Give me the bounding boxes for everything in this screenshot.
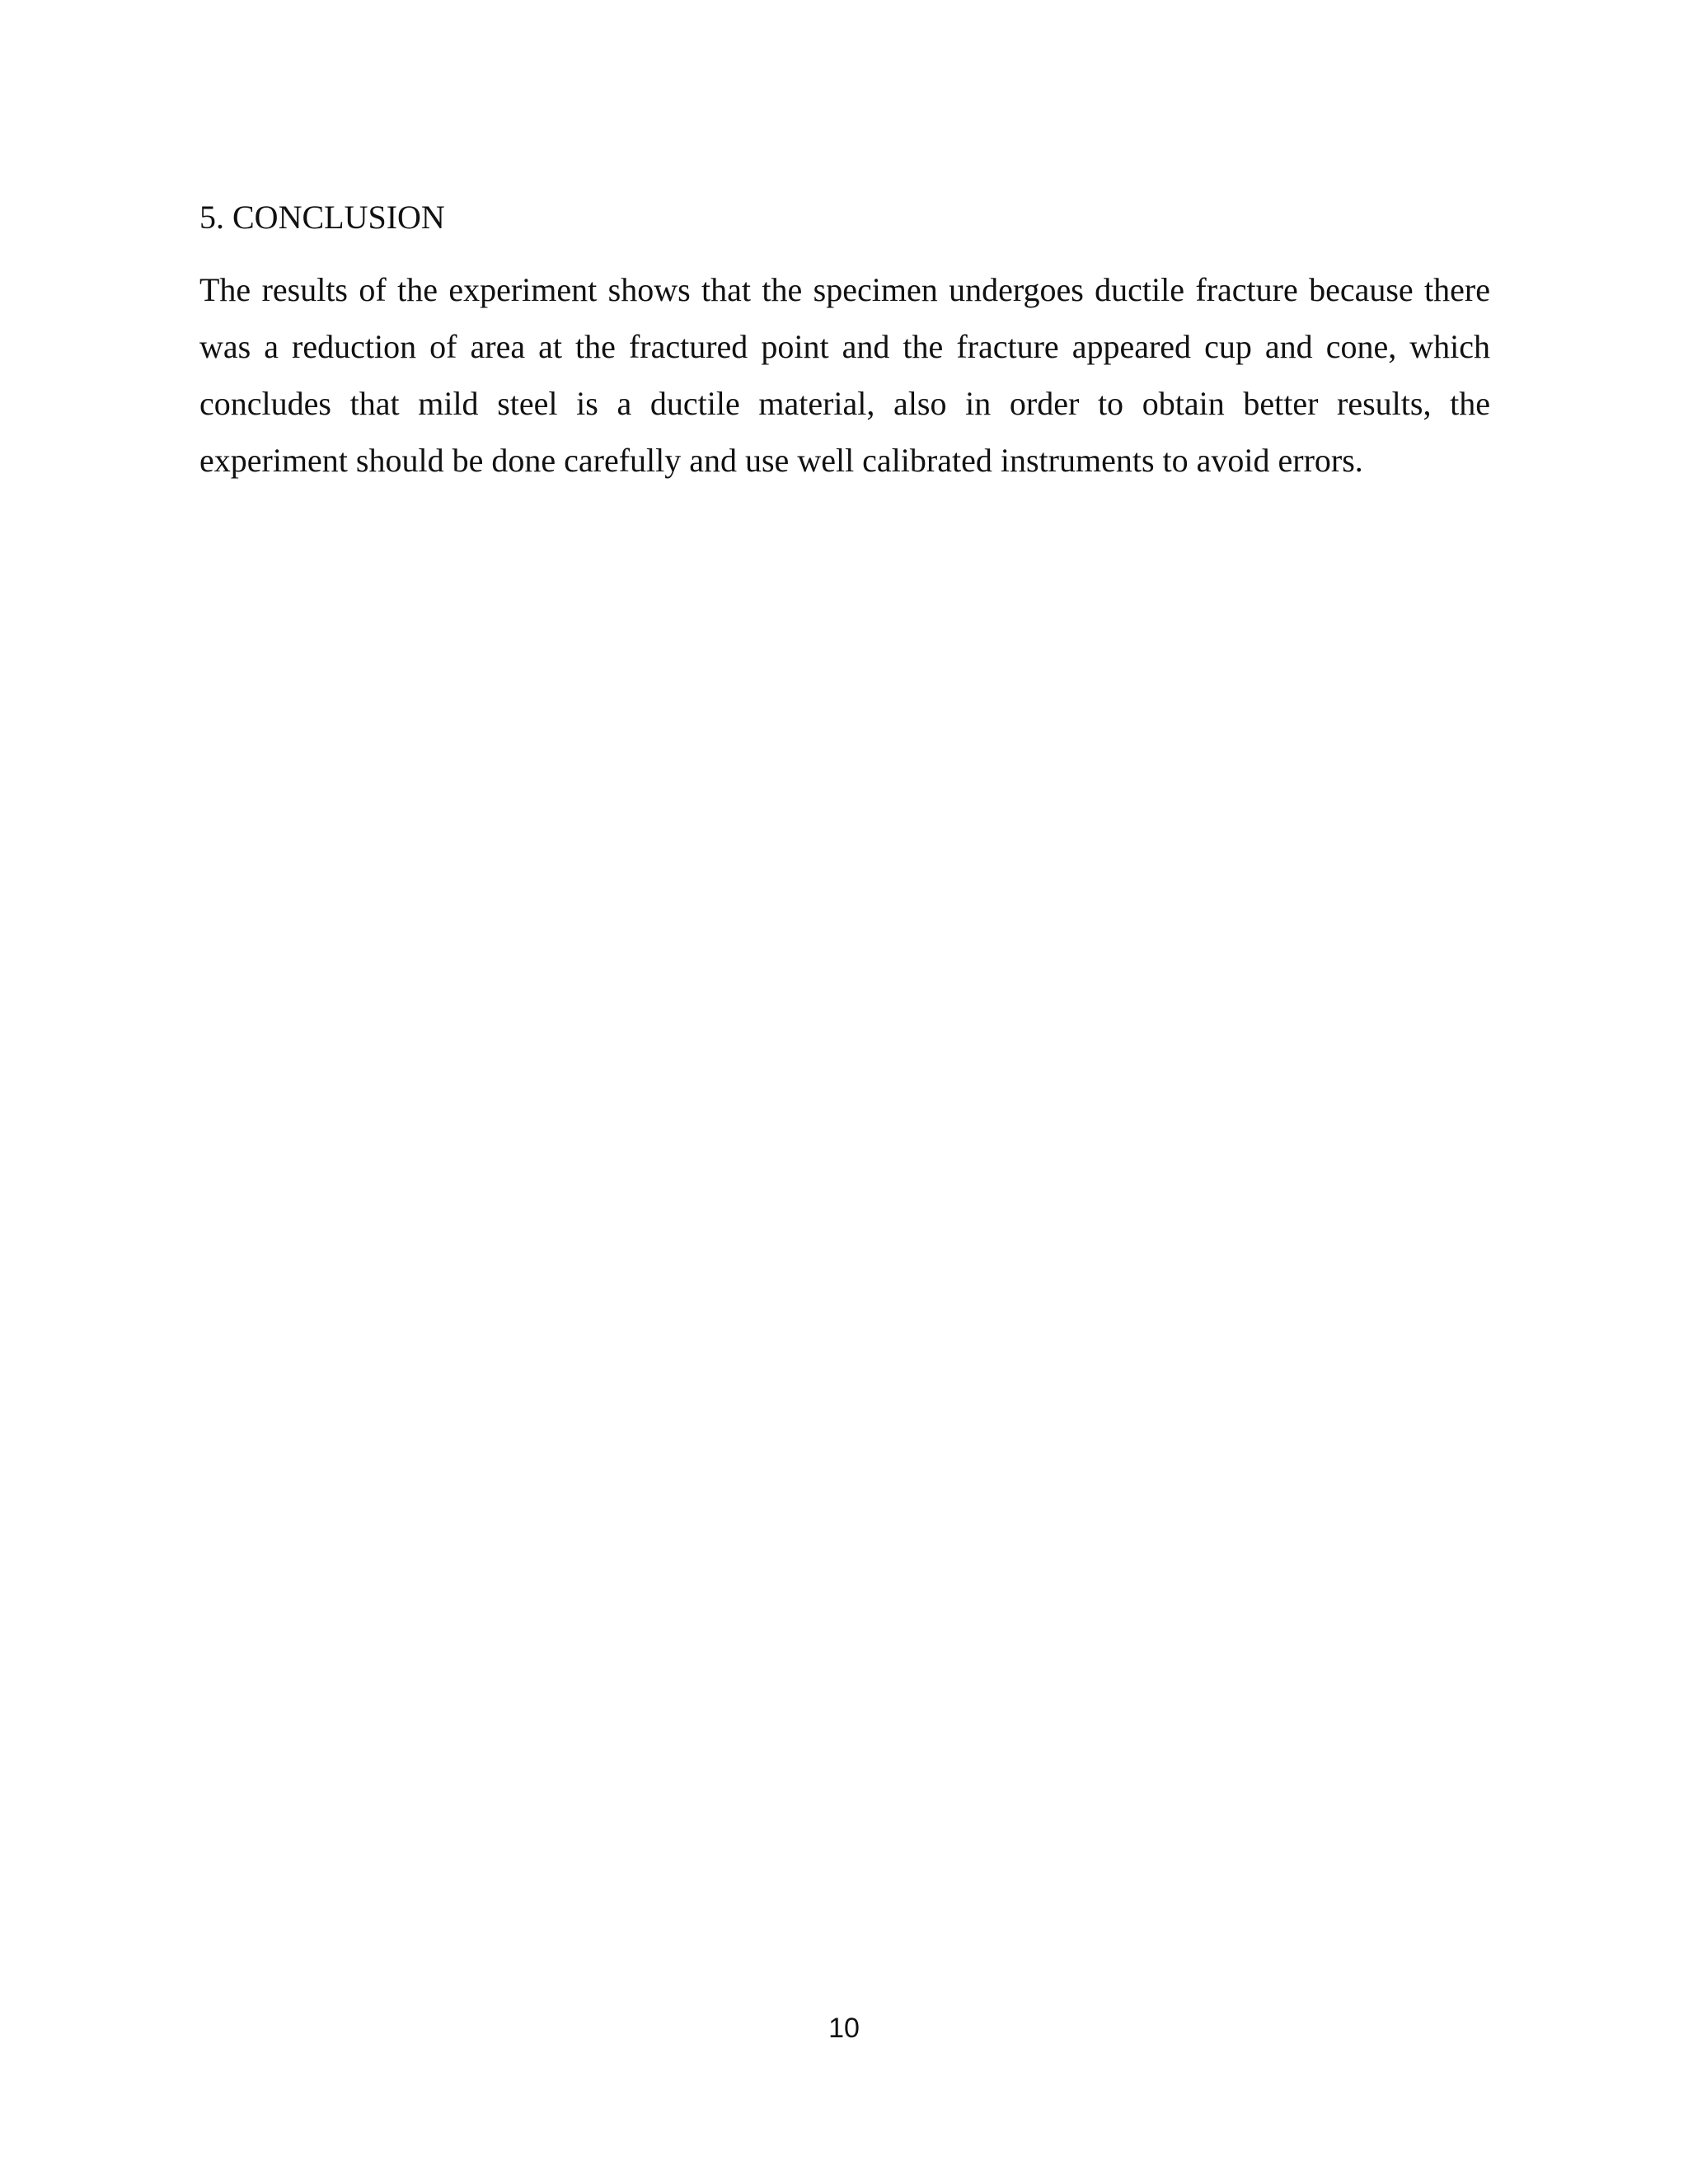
page-number: 10: [828, 2013, 860, 2044]
section-heading: 5. CONCLUSION: [199, 199, 445, 236]
conclusion-paragraph: The results of the experiment shows that the specimen undergoes ductile fracture because there was a reduction of area at the fractured point and the fracture appeared cup and cone, which concludes that mild steel is a ductile material, also in order to obtain better results, the experiment should be done carefully and use well calibrated instruments to avoid errors.: [199, 271, 1490, 479]
